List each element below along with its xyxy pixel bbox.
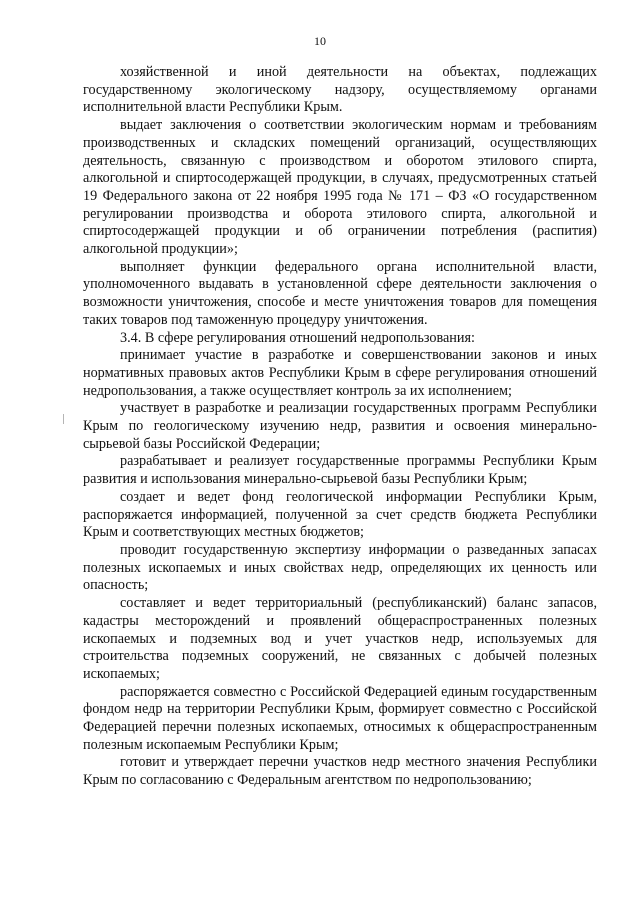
paragraph-11: распоряжается совместно с Российской Федерацией единым государственным фондом недр на территории Республики Крым, формирует совместно с Российской Федерацией перечни полезных ископаемых, относимых к общераспространенным полезным ископаемым Республики Крым; [83,683,597,753]
paragraph-6: участвует в разработке и реализации государственных программ Республики Крым по геологическому изучению недр, развития и освоения минерально-сырьевой базы Российской Федерации; [83,400,597,452]
paragraph-9: проводит государственную экспертизу информации о разведанных запасах полезных ископаемых и иных свойствах недр, определяющих их ценность или опасность; [83,541,597,594]
section-heading-3-4: 3.4. В сфере регулирования отношений недропользования: [120,329,475,346]
document-body [83,64,597,790]
paragraph-5: принимает участие в разработке и совершенствовании законов и иных нормативных правовых актов Республики Крым в сфере регулирования отношений недропользования, а также осуществляет контроль за их исполнением; [83,347,597,399]
paragraph-8: создает и ведет фонд геологической информации Республики Крым, распоряжается информацией, полученной за счет средств бюджета Республики Крым и соответствующих местных бюджетов; [83,488,597,541]
page-number: 10 [314,34,326,48]
paragraph-12: готовит и утверждает перечни участков недр местного значения Республики Крым по согласованию с Федеральным агентством по недропользованию; [83,754,597,789]
paragraph-3: выполняет функции федерального органа исполнительной власти, уполномоченного выдавать в установленной сфере деятельности заключения о возможности уничтожения, способе и месте уничтожения товаров для помещения таких товаров под таможенную процедуру уничтожения. [83,258,597,328]
margin-mark [63,414,66,424]
paragraph-1: хозяйственной и иной деятельности на объектах, подлежащих государственному экологическому надзору, осуществляемому органами исполнительной власти Республики Крым. [83,64,597,116]
paragraph-10: составляет и ведет территориальный (республиканский) баланс запасов, кадастры месторождений и проявлений общераспространенных полезных ископаемых и подземных вод и учет участков недр, используемых для строительства подземных сооружений, не связанных с добычей полезных ископаемых; [83,595,597,682]
paragraph-2: выдает заключения о соответствии экологическим нормам и требованиям производственных и складских помещений организаций, осуществляющих деятельность, связанную с производством и оборотом этилового спирта, алкогольной и спиртосодержащей продукции, в случаях, предусмотренных статьей 19 Федерального закона от 22 ноября 1995 года № 171 – ФЗ «О государственном регулировании производства и оборота этилового спирта, алкогольной и спиртосодержащей продукции и об ограничении потребления (распития) алкогольной продукции»; [83,117,597,258]
paragraph-7: разрабатывает и реализует государственные программы Республики Крым развития и использования минерально-сырьевой базы Республики Крым; [83,453,597,488]
